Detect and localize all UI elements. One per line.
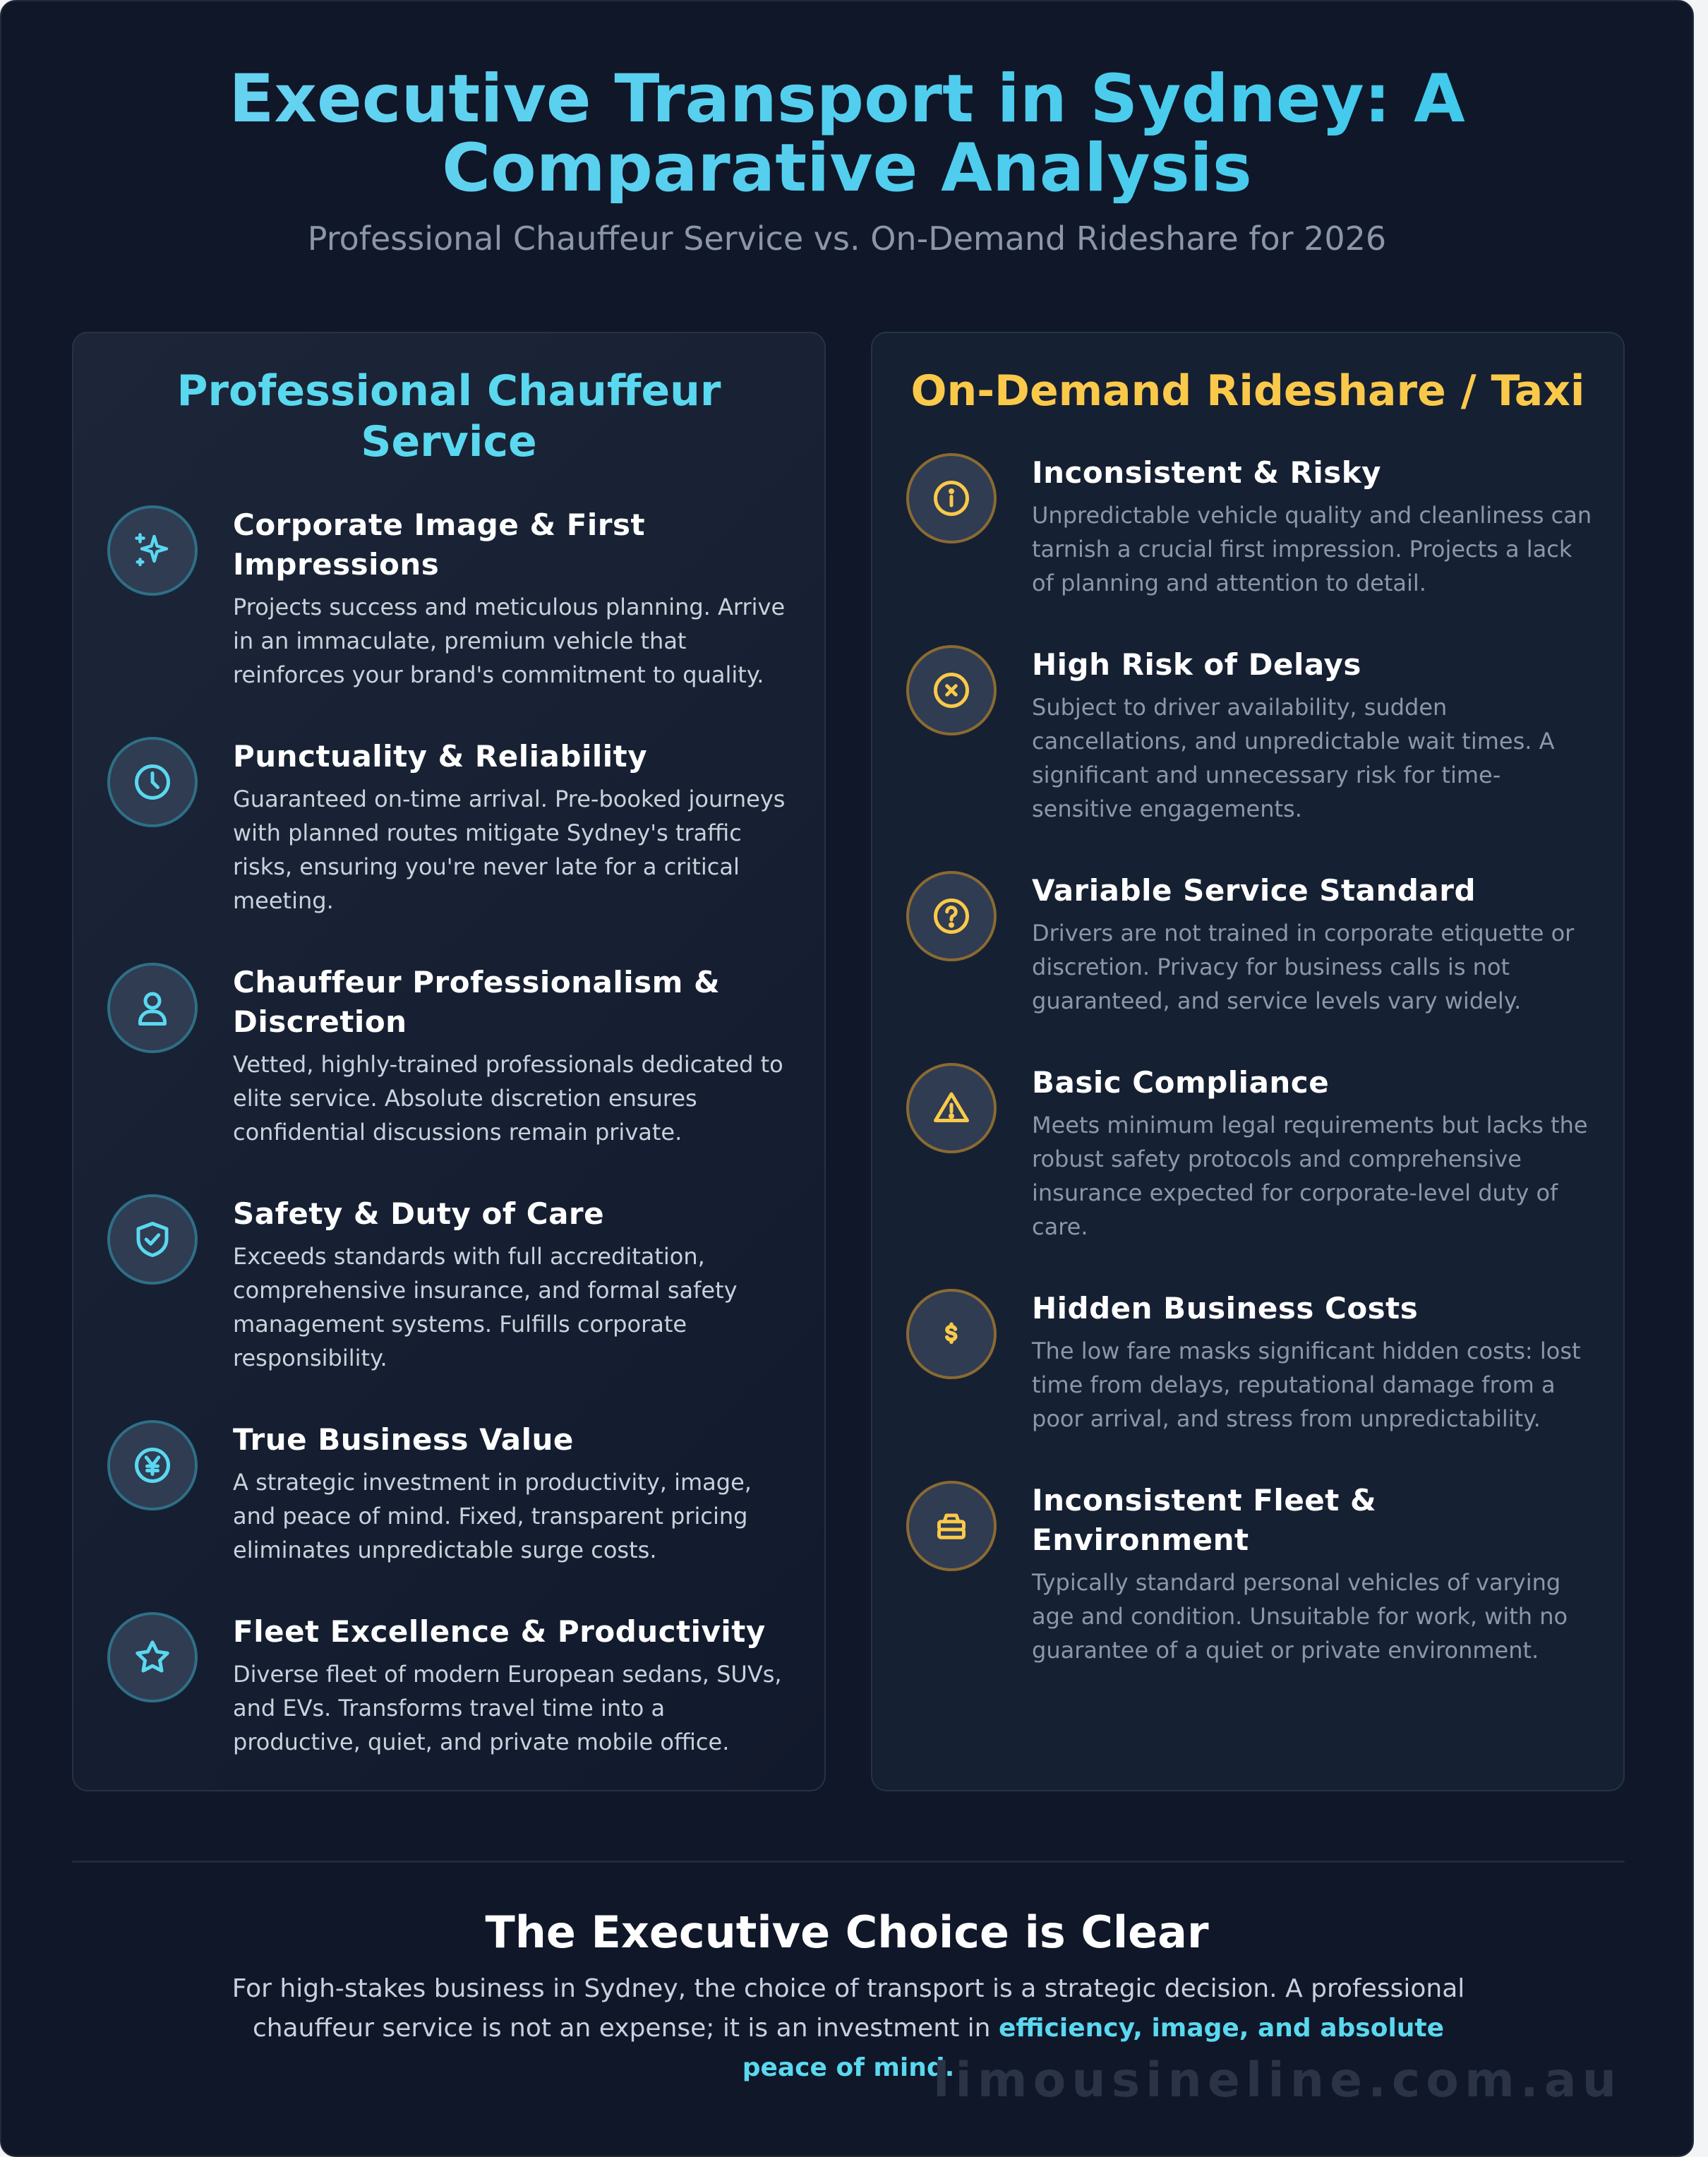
- info-icon: [906, 453, 997, 543]
- item-title: Variable Service Standard: [1032, 873, 1477, 908]
- user-icon: [107, 963, 198, 1053]
- item-title: High Risk of Delays: [1032, 647, 1361, 682]
- dollar-icon: [906, 1289, 997, 1379]
- item-description: Unpredictable vehicle quality and cleanliness can tarnish a crucial first impression. Projects a lack of planning and attention to detail.: [1032, 502, 1592, 596]
- question-icon: [906, 871, 997, 961]
- sparkles-icon: [107, 505, 198, 596]
- item-description: A strategic investment in productivity, image, and peace of mind. Fixed, transparent pricing eliminates unpredictable surge costs.: [233, 1469, 752, 1563]
- item-title: Chauffeur Professionalism & Discretion: [233, 965, 721, 1039]
- page-subtitle: Professional Chauffeur Service vs. On-Demand Rideshare for 2026: [307, 220, 1387, 258]
- item-title: Fleet Excellence & Productivity: [233, 1614, 766, 1649]
- item-title: Corporate Image & First Impressions: [233, 507, 646, 582]
- shield-check-icon: [107, 1194, 198, 1285]
- item-title: Safety & Duty of Care: [233, 1196, 605, 1231]
- item-description: Typically standard personal vehicles of varying age and condition. Unsuitable for work, with no guarantee of a quiet or private environment.: [1032, 1569, 1568, 1664]
- item-title: Punctuality & Reliability: [233, 739, 648, 774]
- item-title: Inconsistent Fleet & Environment: [1032, 1483, 1377, 1557]
- star-icon: [107, 1612, 198, 1702]
- item-description: Meets minimum legal requirements but lacks the robust safety protocols and comprehensive insurance expected for corporate-level duty of care.: [1032, 1112, 1588, 1240]
- clock-icon: [107, 737, 198, 827]
- item-description: Diverse fleet of modern European sedans, SUVs, and EVs. Transforms travel time into a productive, quiet, and private mobile office.: [233, 1661, 782, 1755]
- rideshare-card-title: On-Demand Rideshare / Taxi: [910, 366, 1585, 416]
- chauffeur-card: [72, 332, 826, 1791]
- watermark-domain: limousineline.com.au: [933, 2053, 1622, 2108]
- item-title: Hidden Business Costs: [1032, 1291, 1419, 1326]
- conclusion-text-plain: For high-stakes business in Sydney, the choice of transport is a strategic decision. A professional chauffeur service is not an expense; it is an investment in: [231, 1974, 1465, 2043]
- section-divider: [72, 1861, 1625, 1863]
- warning-icon: [906, 1063, 997, 1153]
- item-description: Subject to driver availability, sudden cancellations, and unpredictable wait times. A significant and unnecessary risk for time-sensitive engagements.: [1032, 694, 1555, 822]
- item-description: Exceeds standards with full accreditation, comprehensive insurance, and formal safety management systems. Fulfills corporate responsibility.: [233, 1243, 738, 1371]
- item-description: Drivers are not trained in corporate etiquette or discretion. Privacy for business calls is not guaranteed, and service levels vary widely.: [1032, 920, 1575, 1014]
- page-title: Executive Transport in Sydney: A Comparative Analysis: [176, 65, 1517, 203]
- header: [1, 61, 1692, 258]
- chauffeur-card-title: Professional Chauffeur Service: [176, 366, 721, 467]
- item-description: The low fare masks significant hidden costs: lost time from delays, reputational damage from a poor arrival, and stress from unpredictability.: [1032, 1338, 1581, 1432]
- conclusion-title: The Executive Choice is Clear: [485, 1906, 1209, 1958]
- currency-circle-icon: [107, 1420, 198, 1510]
- item-title: Basic Compliance: [1032, 1065, 1330, 1100]
- item-title: True Business Value: [233, 1422, 574, 1457]
- car-icon: [906, 1481, 997, 1571]
- item-title: Inconsistent & Risky: [1032, 455, 1382, 490]
- item-description: Projects success and meticulous planning. Arrive in an immaculate, premium vehicle that reinforces your brand's commitment to quality.: [233, 594, 786, 688]
- conclusion-text-highlight: efficiency, image, and absolute peace of mind.: [742, 2014, 1445, 2082]
- rideshare-card: [871, 332, 1625, 1791]
- x-circle-icon: [906, 645, 997, 735]
- item-description: Guaranteed on-time arrival. Pre-booked journeys with planned routes mitigate Sydney's traffic risks, ensuring you're never late for a critical meeting.: [233, 786, 786, 914]
- item-description: Vetted, highly-trained professionals dedicated to elite service. Absolute discretion ensures confidential discussions remain private.: [233, 1051, 783, 1146]
